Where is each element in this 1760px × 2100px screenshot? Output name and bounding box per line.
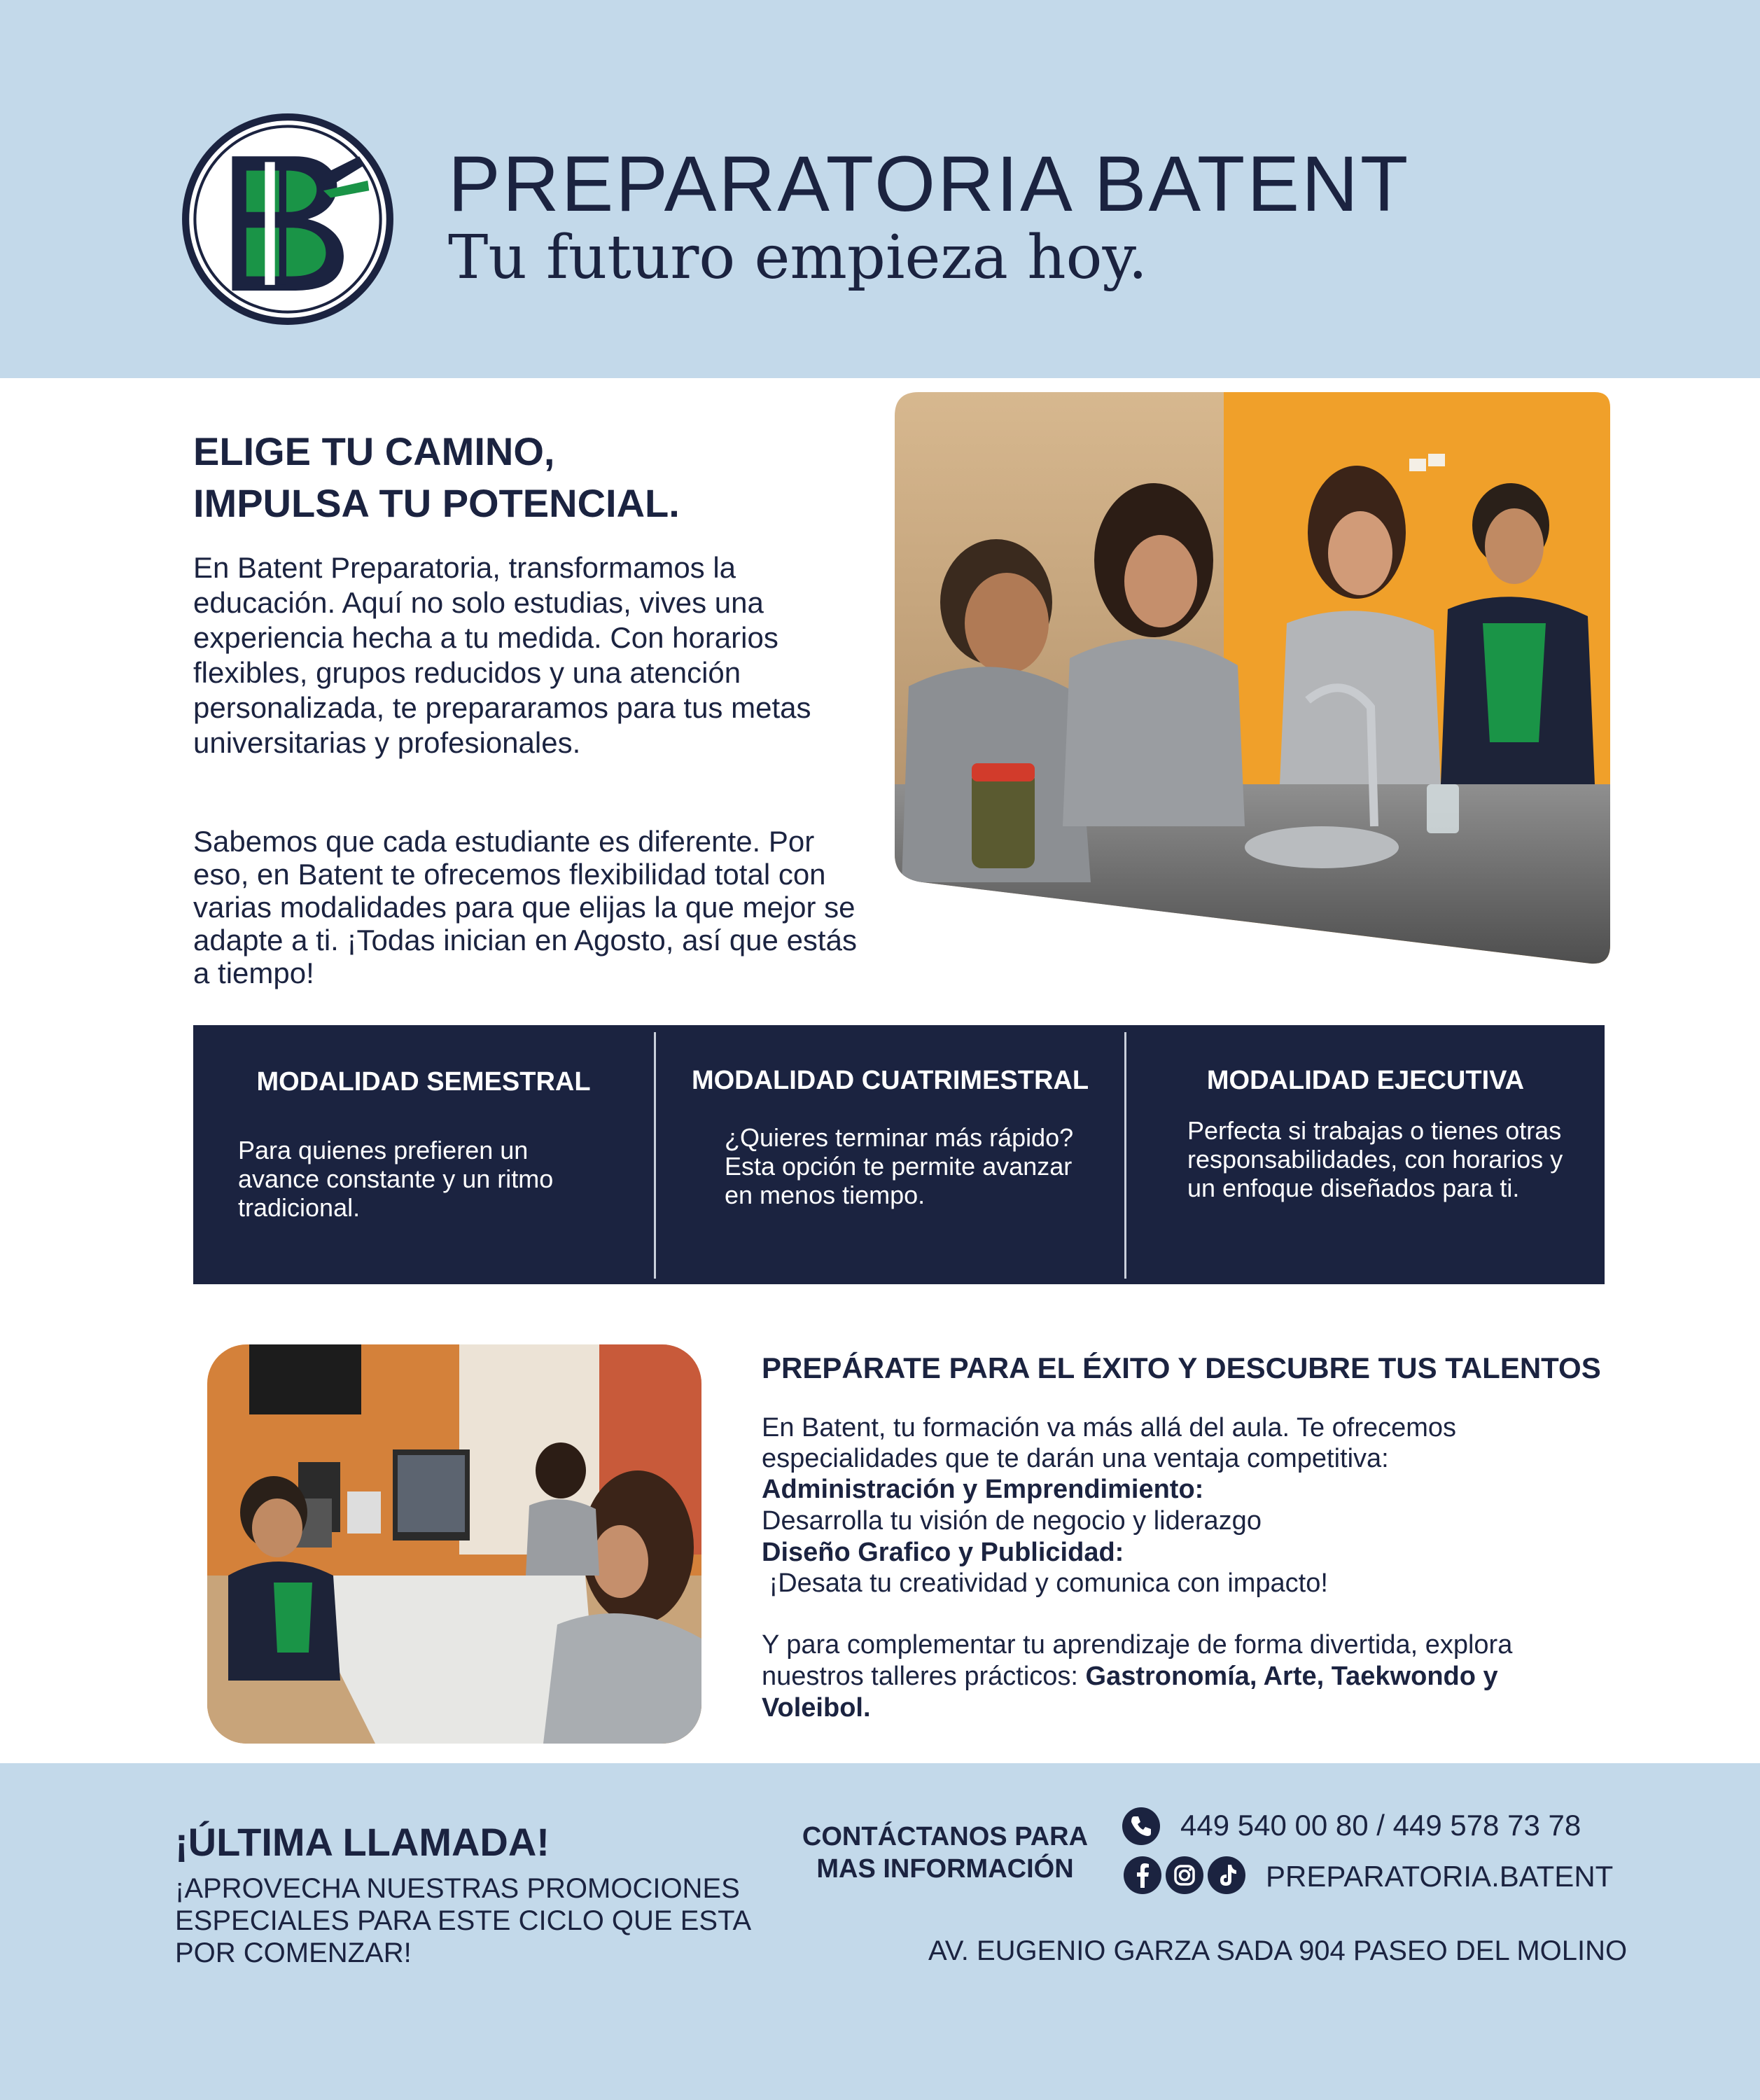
facebook-icon[interactable] — [1123, 1856, 1162, 1895]
talents-intro-line2: especialidades que te darán una ventaja competitiva: — [762, 1444, 1389, 1473]
modality-semestral-title: MODALIDAD SEMESTRAL — [256, 1067, 591, 1097]
intro-heading-line1: ELIGE TU CAMINO, — [193, 429, 555, 473]
talents-intro-line1: En Batent, tu formación va más allá del aula. Te ofrecemos — [762, 1413, 1457, 1442]
social-handle[interactable]: PREPARATORIA.BATENT — [1266, 1860, 1614, 1893]
workshops-line2 — [762, 1662, 1498, 1692]
intro-heading — [193, 426, 893, 529]
intro-paragraph-2: Sabemos que cada estudiante es diferente. Por eso, en Batent te ofrecemos flexibilidad total con varias modalidades para que elijas la que mejor se adapte a ti. ¡Todas inician en Agosto, así que estás a tiempo! — [193, 825, 857, 989]
tiktok-icon[interactable] — [1207, 1856, 1246, 1895]
modality-ejecutiva-text: Perfecta si trabajas o tienes otras responsabilidades, con horarios y un enfoque diseñados para ti. — [1187, 1116, 1563, 1202]
last-call-title: ¡ÚLTIMA LLAMADA! — [175, 1820, 550, 1864]
specialty-design-title: Diseño Grafico y Publicidad: — [762, 1538, 1124, 1567]
address: AV. EUGENIO GARZA SADA 904 PASEO DEL MOLINO — [928, 1935, 1628, 1966]
workshops-list-end: Voleibol. — [762, 1693, 871, 1723]
computer-room-photo — [207, 1344, 701, 1744]
specialty-design-text: ¡Desata tu creatividad y comunica con impacto! — [762, 1569, 1328, 1598]
intro-paragraph-1: En Batent Preparatoria, transformamos la educación. Aquí no solo estudias, vives una experiencia hecha a tu medida. Con horarios flexibles, grupos reducidos y una atención personalizada, te prepararamos para tus metas universitarias y profesionales. — [193, 551, 811, 759]
contact-title-line2: MAS INFORMACIÓN — [816, 1854, 1074, 1884]
specialty-admin-title: Administración y Emprendimiento: — [762, 1475, 1204, 1504]
modality-semestral-text: Para quienes prefieren un avance constante y un ritmo tradicional. — [238, 1136, 554, 1222]
intro-heading-line2: IMPULSA TU POTENCIAL. — [193, 481, 680, 525]
contact-title — [770, 1821, 1120, 1885]
batent-logo — [181, 112, 395, 326]
phone-icon — [1122, 1807, 1161, 1846]
workshops-line2-prefix: nuestros talleres prácticos: — [762, 1662, 1086, 1691]
modality-ejecutiva-title: MODALIDAD EJECUTIVA — [1206, 1066, 1525, 1095]
talents-heading: PREPÁRATE PARA EL ÉXITO Y DESCUBRE TUS TALENTOS — [762, 1351, 1601, 1384]
workshops-line1: Y para complementar tu aprendizaje de forma divertida, explora — [762, 1630, 1513, 1660]
modality-cuatrimestral-text: ¿Quieres terminar más rápido? Esta opción te permite avanzar en menos tiempo. — [725, 1123, 1074, 1209]
brand-tagline: Tu futuro empieza hoy. — [448, 223, 1147, 293]
specialty-admin-text: Desarrolla tu visión de negocio y liderazgo — [762, 1506, 1262, 1536]
brand-title: PREPARATORIA BATENT — [448, 140, 1411, 228]
workshops-list: Gastronomía, Arte, Taekwondo y — [1085, 1662, 1498, 1691]
phone-numbers[interactable]: 449 540 00 80 / 449 578 73 78 — [1180, 1809, 1581, 1842]
modality-cuatrimestral-title: MODALIDAD CUATRIMESTRAL — [691, 1066, 1089, 1095]
instagram-icon[interactable] — [1165, 1856, 1204, 1895]
students-lab-photo — [895, 392, 1610, 965]
last-call-text: ¡APROVECHA NUESTRAS PROMOCIONES ESPECIALES PARA ESTE CICLO QUE ESTA POR COMENZAR! — [175, 1873, 750, 1968]
contact-title-line1: CONTÁCTANOS PARA — [802, 1822, 1089, 1851]
